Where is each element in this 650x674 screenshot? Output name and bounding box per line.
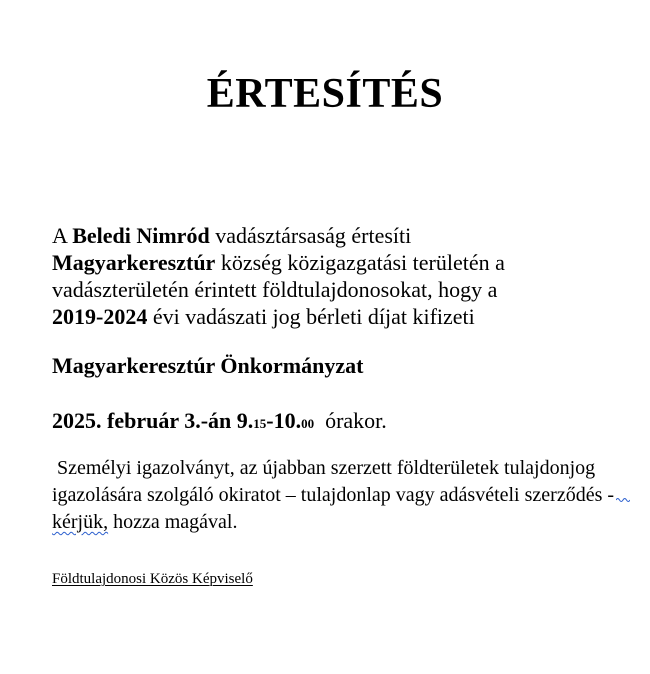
intro-text-l2b: község közigazgatási területén a (215, 250, 505, 275)
venue-line: Magyarkeresztúr Önkormányzat (52, 353, 364, 378)
time-suffix: órakor. (314, 408, 387, 433)
instructions-line2: igazolására szolgáló okiratot – tulajdonlap vagy adásvételi szerződés - (52, 484, 615, 506)
years-range: 2019-2024 (52, 304, 148, 329)
notice-title: ÉRTESÍTÉS (206, 71, 444, 117)
signature-line: Földtulajdonosi Közös Képviselő (52, 571, 253, 587)
date-text: 2025. február 3.-án 9. (52, 408, 254, 433)
instructions-line3-rest: hozza magával. (108, 511, 238, 533)
flagged-word: kérjük, (52, 511, 109, 533)
intro-paragraph (52, 222, 630, 330)
time-range-text: -10. (266, 408, 302, 433)
schedule-line (52, 407, 630, 437)
end-minutes: 00 (301, 416, 315, 431)
intro-text-l1a: A (52, 223, 73, 248)
society-name: Beledi Nimród (72, 223, 210, 248)
intro-text-l1c: vadásztársaság értesíti (209, 223, 412, 248)
village-name: Magyarkeresztúr (52, 250, 216, 275)
instructions-line1: Személyi igazolványt, az újabban szerzett földterületek tulajdonjog (52, 457, 596, 479)
instructions-paragraph (52, 455, 630, 536)
intro-text-l3: vadászterületén érintett földtulajdonosokat, hogy a (52, 277, 498, 302)
intro-text-l4b: évi vadászati jog bérleti díjat kifizeti (147, 304, 475, 329)
start-minutes: 15 (253, 416, 267, 431)
spellcheck-squiggle-icon (616, 496, 630, 502)
